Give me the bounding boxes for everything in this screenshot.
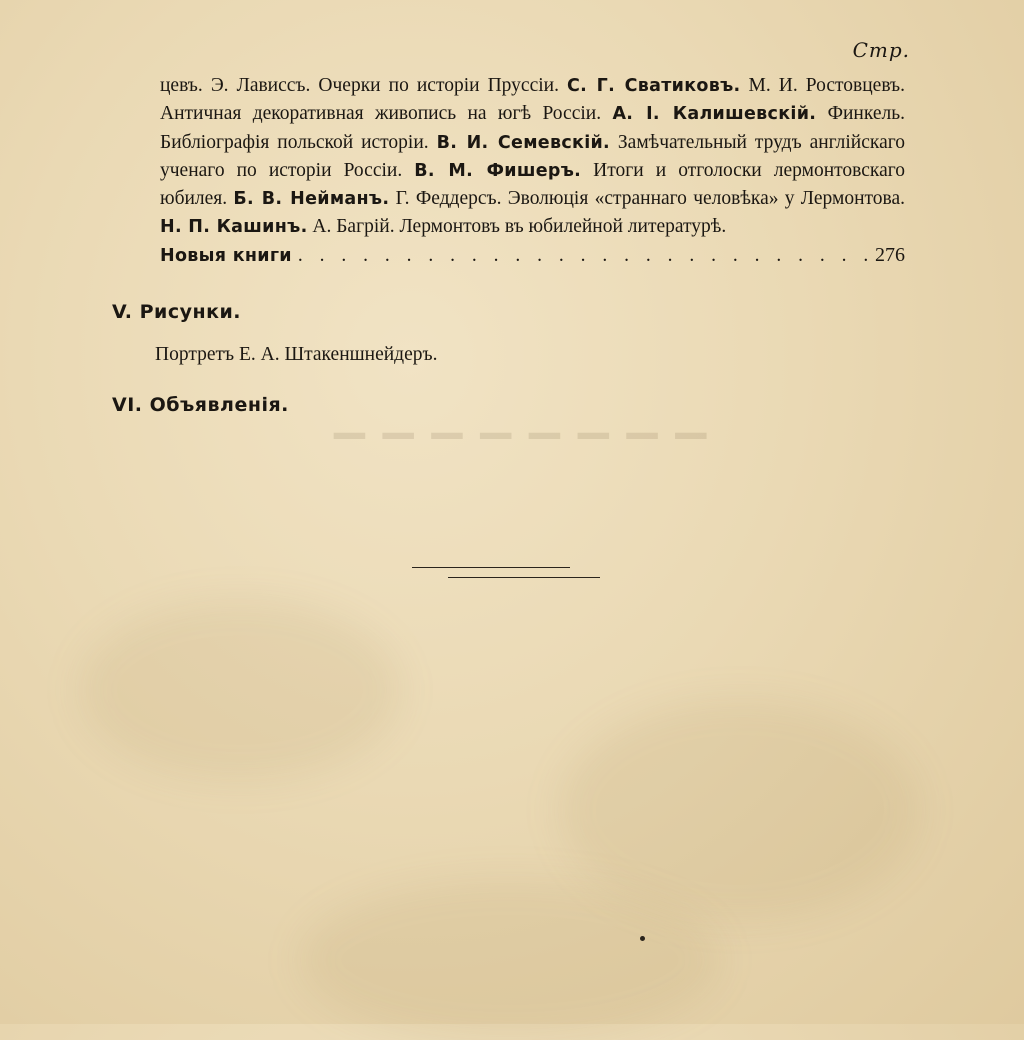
illustration-entry: Портретъ Е. А. Штакеншнейдеръ.: [155, 344, 438, 365]
entry-text: Г. Феддерсъ. Эволюція «страннаго человѣка» у Лермонтова.: [389, 188, 906, 210]
entry-text: цевъ.: [160, 75, 211, 96]
entry-text: Итоги и отголоски лермонтовскаго юбилея.: [160, 159, 906, 210]
show-through-title: ▁ ▁ ▁ ▁ ▁ ▁ ▁ ▁: [330, 393, 707, 438]
section-heading-v: V. Рисунки.: [112, 301, 242, 323]
divider-rule: [448, 577, 600, 578]
page-number: 276: [875, 243, 905, 266]
page-column-label: Стр.: [852, 38, 910, 62]
entry-text: А. Багрій. Лермонтовъ въ юбилейной литературѣ.: [307, 216, 727, 238]
author-name: В. И. Семевскій.: [436, 132, 610, 153]
paper-stain: [300, 880, 720, 1040]
paper-stain: [560, 700, 920, 920]
leader-dots: [298, 242, 869, 269]
entry-text: Э. Лависсъ. Очерки по исторіи Пруссіи.: [210, 75, 567, 96]
author-name: Н. П. Кашинъ.: [160, 217, 308, 238]
ink-dot: [640, 936, 645, 941]
author-name: Б. В. Нейманъ.: [233, 189, 390, 210]
entry-text: Финкель. Библіографія польской исторіи.: [160, 103, 905, 153]
last-line: [160, 242, 905, 270]
divider-rule: [412, 567, 570, 568]
paper-stain: [80, 600, 400, 780]
contents-section-iv-continued: [160, 72, 905, 270]
new-books-label: Новыя книги: [160, 245, 292, 266]
author-name: А. І. Калишевскій.: [612, 104, 817, 125]
author-name: В. М. Фишеръ.: [414, 160, 582, 181]
entry-text: М. И. Ростовцевъ. Античная декоративная живопись на югѣ Россіи.: [160, 75, 906, 125]
author-name: С. Г. Сватиковъ.: [567, 76, 741, 96]
section-heading-vi: VI. Объявленія.: [112, 394, 289, 416]
entry-text: Замѣчательный трудъ англійскаго ученаго по исторіи Россіи.: [160, 131, 905, 181]
